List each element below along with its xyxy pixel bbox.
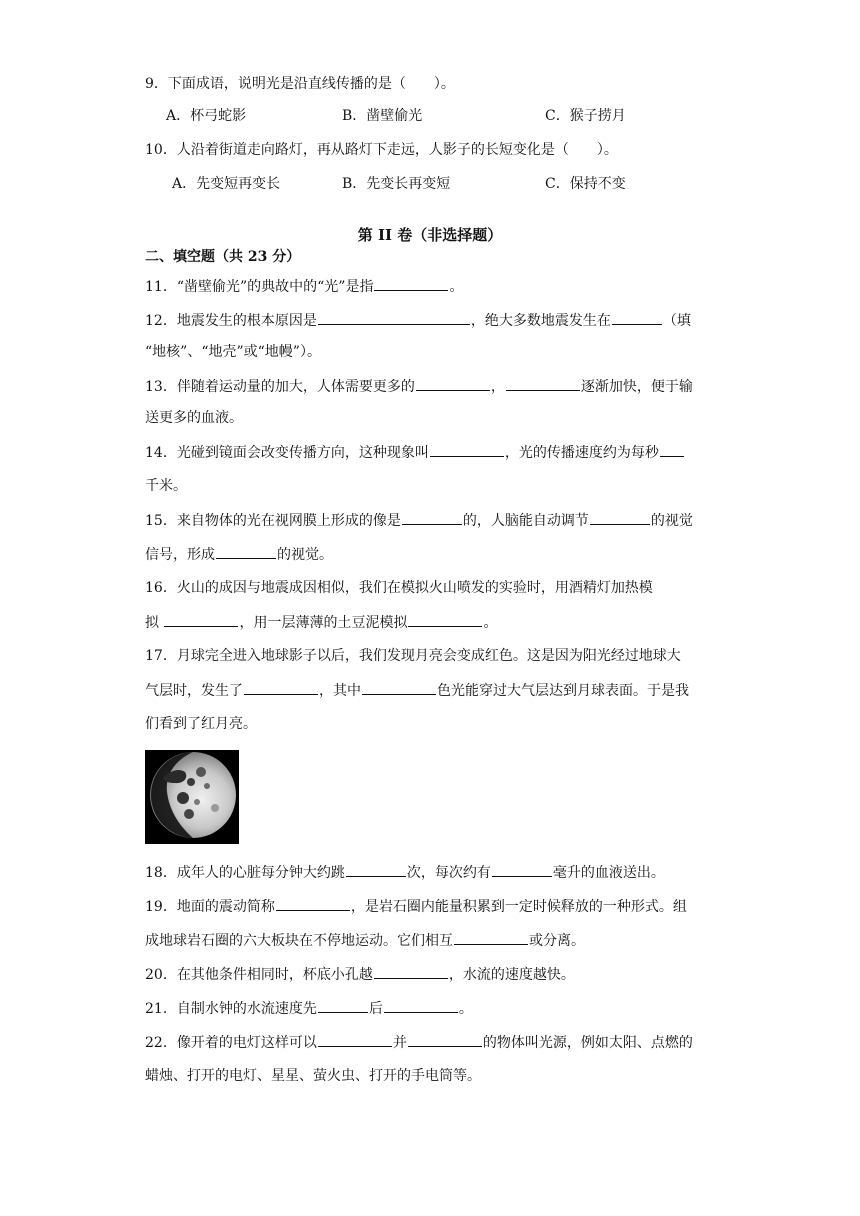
answer-blank[interactable] xyxy=(402,510,462,525)
answer-blank[interactable] xyxy=(454,930,528,945)
q17-text-4: 色光能穿过大气层达到月球表面。于是我 xyxy=(437,683,689,699)
q17-line1: 17．月球完全进入地球影子以后，我们发现月亮会变成红色。这是因为阳光经过地球大 xyxy=(145,648,681,664)
q19-text-3: 成地球岩石圈的六大板块在不停地运动。它们相互 xyxy=(145,933,453,949)
q15-text-1: 15．来自物体的光在视网膜上形成的像是 xyxy=(145,513,401,529)
q14 xyxy=(145,442,685,463)
q12-text-3: （填 xyxy=(662,313,691,329)
q11-text-1: 11．“凿壁偷光”的典故中的“光”是指 xyxy=(145,279,374,295)
q18-text-1: 18．成年人的心脏每分钟大约跳 xyxy=(145,865,345,881)
q16-text-2: 拟 xyxy=(145,615,164,631)
q16-text-3: ，用一层薄薄的土豆泥模拟 xyxy=(239,615,408,631)
q15-text-5: 的视觉。 xyxy=(277,547,333,563)
section2-heading: 二、填空题（共 23 分） xyxy=(145,249,301,265)
q13-text-3: 逐渐加快，便于输 xyxy=(580,379,693,395)
q22-line2: 蜡烛、打开的电灯、星星、萤火虫、打开的手电筒等。 xyxy=(145,1068,481,1084)
answer-blank[interactable] xyxy=(244,680,318,695)
q15-text-4: 信号，形成 xyxy=(145,547,215,563)
answer-blank[interactable] xyxy=(660,442,684,457)
moon-icon xyxy=(145,750,239,844)
q22 xyxy=(145,1032,693,1053)
q9-option-c: C．猴子捞月 xyxy=(545,108,626,124)
q11 xyxy=(145,276,463,297)
answer-blank[interactable] xyxy=(416,376,490,391)
answer-blank[interactable] xyxy=(384,998,458,1013)
q17-text-3: ，其中 xyxy=(319,683,361,699)
q19-text-4: 或分离。 xyxy=(529,933,585,949)
q15-text-3: 的视觉 xyxy=(650,513,693,529)
q12-text-2: ，绝大多数地震发生在 xyxy=(470,313,611,329)
q13-text-2: ， xyxy=(490,379,505,395)
answer-blank[interactable] xyxy=(318,1032,392,1047)
q9-option-b: B．凿壁偷光 xyxy=(342,108,423,124)
q21-text-3: 。 xyxy=(458,1001,473,1017)
q12 xyxy=(145,310,691,331)
red-moon-image xyxy=(145,750,239,844)
q14-line2: 千米。 xyxy=(145,478,187,494)
q13 xyxy=(145,376,693,397)
q14-text-1: 14．光碰到镜面会改变传播方向，这种现象叫 xyxy=(145,445,429,461)
q14-text-2: ，光的传播速度约为每秒 xyxy=(504,445,659,461)
q22-text-3: 的物体叫光源，例如太阳、点燃的 xyxy=(482,1035,693,1051)
answer-blank[interactable] xyxy=(590,510,650,525)
q10-stem: 10．人沿着街道走向路灯，再从路灯下走远，人影子的长短变化是（ ）。 xyxy=(145,142,618,158)
answer-blank[interactable] xyxy=(612,310,662,325)
q9-option-a: A．杯弓蛇影 xyxy=(166,108,247,124)
q16-line2 xyxy=(145,612,497,633)
q13-line2: 送更多的血液。 xyxy=(145,410,243,426)
q18 xyxy=(145,862,665,883)
q21 xyxy=(145,998,473,1019)
q10-option-b: B．先变长再变短 xyxy=(342,176,451,192)
q10-option-a: A．先变短再变长 xyxy=(172,176,281,192)
q17-text-2: 气层时，发生了 xyxy=(145,683,243,699)
q16-line1: 16．火山的成因与地震成因相似，我们在模拟火山喷发的实验时，用酒精灯加热模 xyxy=(145,580,653,596)
q18-text-3: 毫升的血液送出。 xyxy=(552,865,665,881)
answer-blank[interactable] xyxy=(164,612,238,627)
q19-text-1: 19．地面的震动简称 xyxy=(145,899,275,915)
q19-line2 xyxy=(145,930,585,951)
q9-stem: 9．下面成语，说明光是沿直线传播的是（ ）。 xyxy=(145,76,455,92)
q21-text-1: 21．自制水钟的水流速度先 xyxy=(145,1001,317,1017)
answer-blank[interactable] xyxy=(374,276,448,291)
answer-blank[interactable] xyxy=(346,862,406,877)
answer-blank[interactable] xyxy=(318,998,368,1013)
q17-line3: 们看到了红月亮。 xyxy=(145,716,257,732)
q22-text-1: 22．像开着的电灯这样可以 xyxy=(145,1035,317,1051)
answer-blank[interactable] xyxy=(362,680,436,695)
q15-line2 xyxy=(145,544,333,565)
answer-blank[interactable] xyxy=(408,1032,482,1047)
q20-text-2: ，水流的速度越快。 xyxy=(448,967,575,983)
q13-text-1: 13．伴随着运动量的加大，人体需要更多的 xyxy=(145,379,415,395)
q19-text-2: ，是岩石圈内能量积累到一定时候释放的一种形式。组 xyxy=(350,899,687,915)
q15 xyxy=(145,510,693,531)
q20-text-1: 20．在其他条件相同时，杯底小孔越 xyxy=(145,967,373,983)
q21-text-2: 后 xyxy=(368,1001,383,1017)
answer-blank[interactable] xyxy=(506,376,580,391)
answer-blank[interactable] xyxy=(374,964,448,979)
answer-blank[interactable] xyxy=(492,862,552,877)
part2-title: 第 II 卷（非选择题） xyxy=(357,226,503,244)
q22-text-2: 并 xyxy=(392,1035,407,1051)
q10-option-c: C．保持不变 xyxy=(545,176,626,192)
q18-text-2: 次，每次约有 xyxy=(406,865,491,881)
q20 xyxy=(145,964,575,985)
q16-text-4: 。 xyxy=(483,615,498,631)
q12-text-1: 12．地震发生的根本原因是 xyxy=(145,313,317,329)
answer-blank[interactable] xyxy=(276,896,350,911)
q19 xyxy=(145,896,687,917)
q12-line2: “地核”、“地壳”或“地幔”）。 xyxy=(145,344,321,360)
answer-blank[interactable] xyxy=(318,310,470,325)
q11-text-2: 。 xyxy=(449,279,464,295)
q15-text-2: 的，人脑能自动调节 xyxy=(462,513,589,529)
q17-line2 xyxy=(145,680,689,701)
answer-blank[interactable] xyxy=(216,544,276,559)
answer-blank[interactable] xyxy=(408,612,482,627)
answer-blank[interactable] xyxy=(430,442,504,457)
